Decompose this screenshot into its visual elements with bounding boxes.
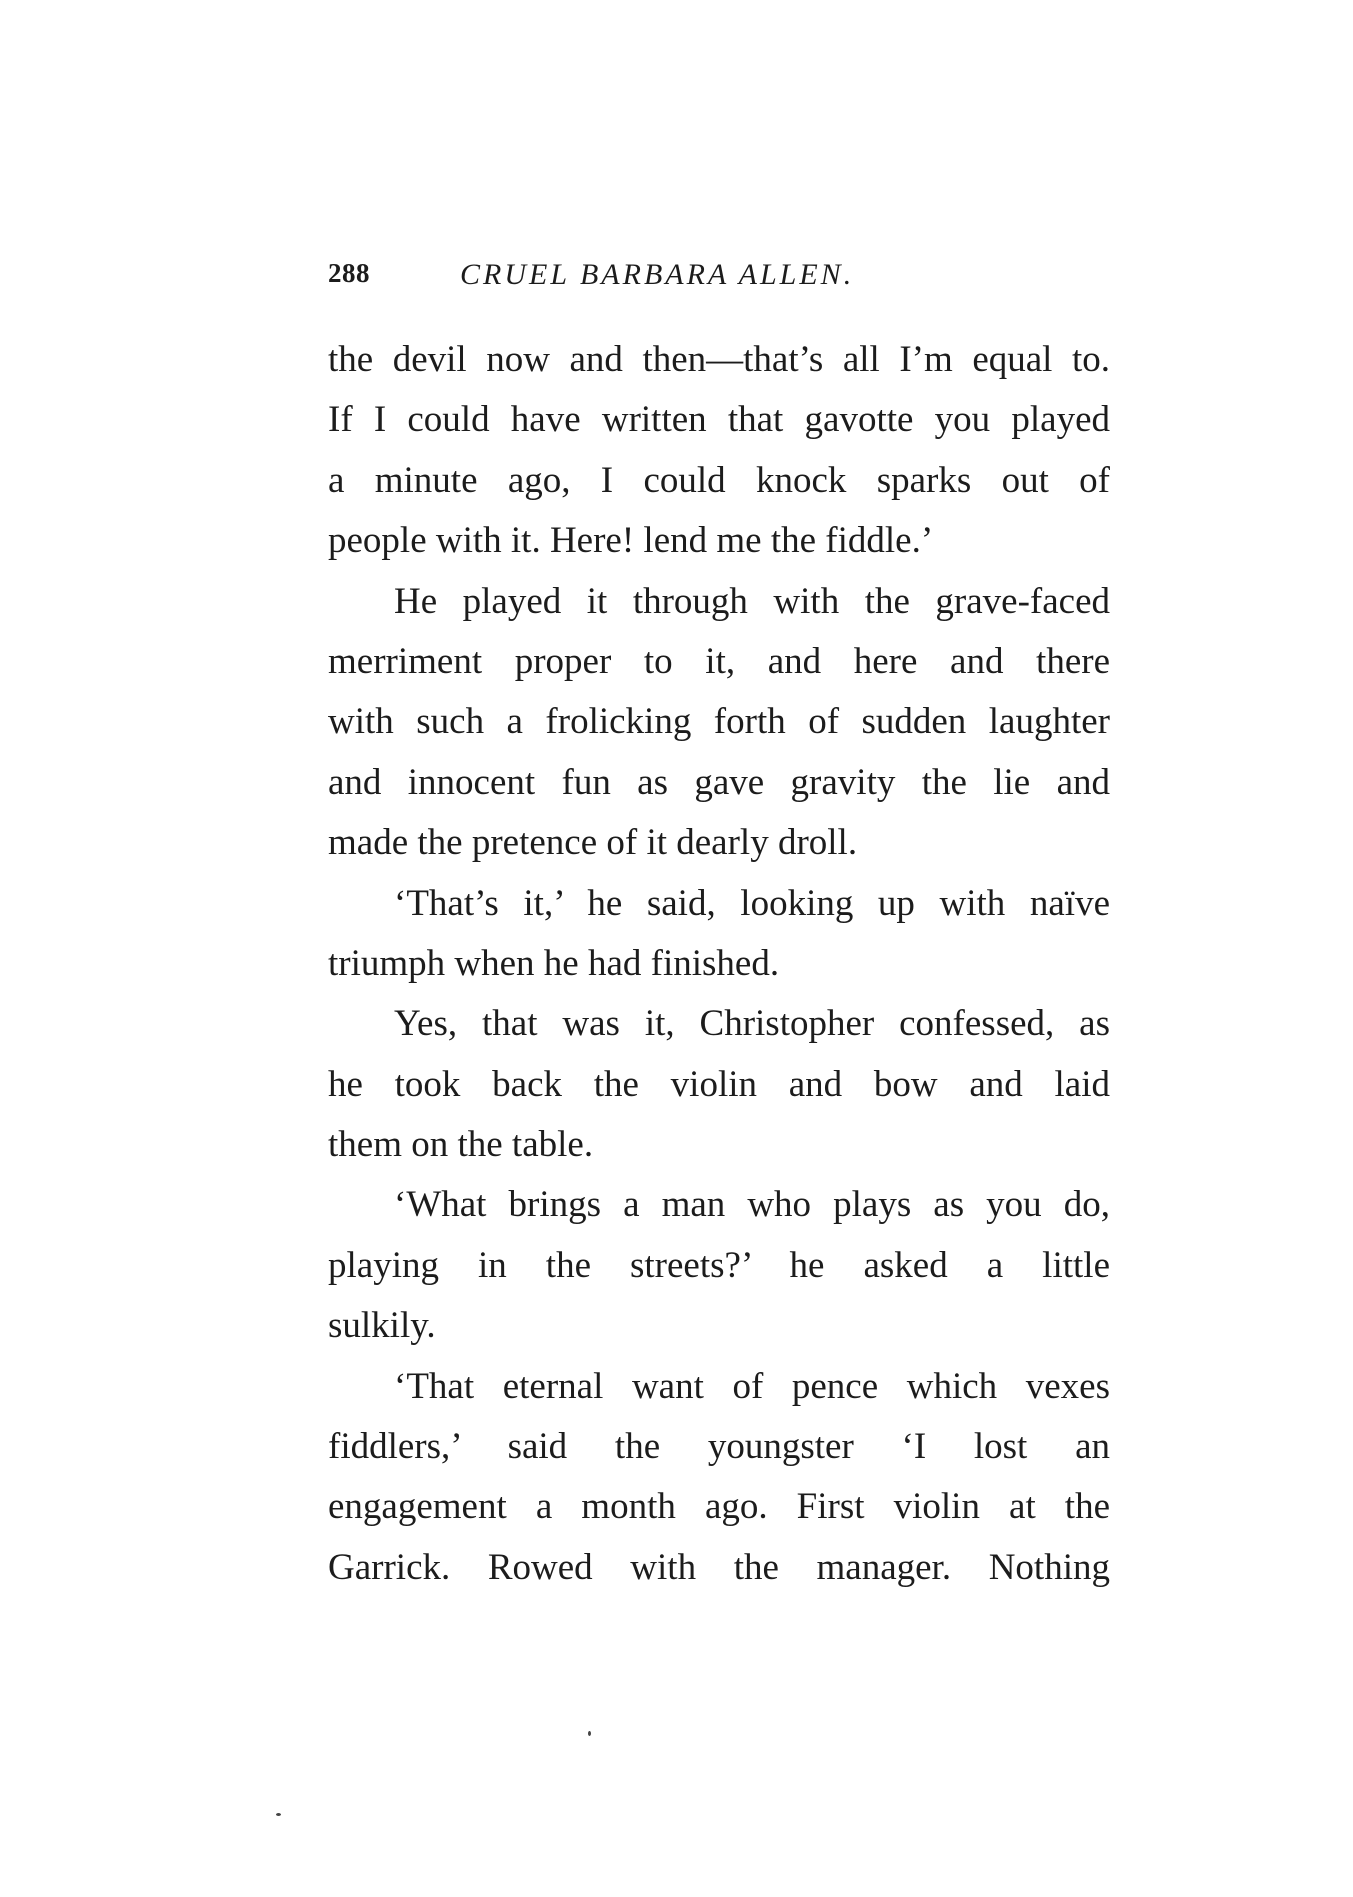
text-line: Garrick. Rowed with the manager. Nothing [328,1546,1110,1588]
page-header [328,258,1008,298]
page-number: 288 [328,258,370,288]
text-line: a minute ago, I could knock sparks out of [328,459,1110,501]
text-line: he took back the violin and bow and laid [328,1063,1110,1105]
text-line: ‘What brings a man who plays as you do, [394,1184,1110,1226]
text-line: people with it. Here! lend me the fiddle.’ [328,520,934,562]
body-text [328,330,1110,1598]
ink-speck [588,1731,591,1736]
text-line: them on the table. [328,1124,594,1166]
text-line: engagement a month ago. First violin at the [328,1486,1110,1528]
text-line: He played it through with the grave-faced [394,580,1110,622]
text-line: with such a frolicking forth of sudden laughter [328,701,1110,743]
text-line: playing in the streets?’ he asked a little [328,1244,1110,1286]
text-line: and innocent fun as gave gravity the lie and [328,761,1110,803]
text-line: Yes, that was it, Christopher confessed, as [394,1003,1110,1045]
text-line: merriment proper to it, and here and there [328,640,1110,682]
text-line: ‘That eternal want of pence which vexes [394,1365,1110,1407]
text-line: sulkily. [328,1305,436,1347]
text-line: triumph when he had finished. [328,942,780,984]
running-title: CRUEL BARBARA ALLEN. [460,258,855,291]
text-line: If I could have written that gavotte you played [328,399,1110,441]
text-line: the devil now and then—that’s all I’m equal to. [328,339,1110,380]
ink-speck [276,1813,281,1816]
text-line: made the pretence of it dearly droll. [328,822,858,864]
text-line: fiddlers,’ said the youngster ‘I lost an [328,1426,1110,1468]
text-line: ‘That’s it,’ he said, looking up with naïve [394,882,1110,924]
